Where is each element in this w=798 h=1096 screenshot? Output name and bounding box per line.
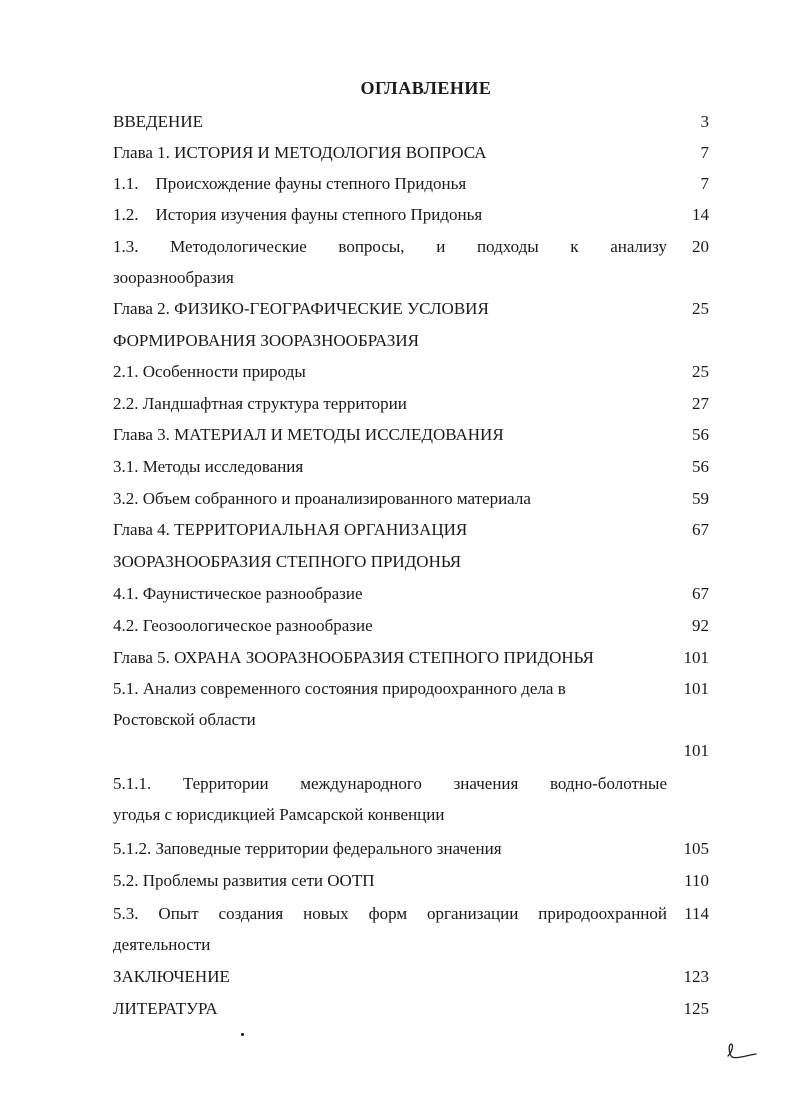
- toc-page-number: 14: [692, 205, 709, 224]
- toc-entry-5-3-line2: деятельности: [113, 935, 211, 954]
- toc-entry-5-1-line2: Ростовской области: [113, 710, 256, 729]
- toc-page-number: 101: [683, 648, 709, 667]
- toc-entry-chapter5: Глава 5. ОХРАНА ЗООРАЗНООБРАЗИЯ СТЕПНОГО ПРИДОНЬЯ: [113, 648, 594, 667]
- toc-entry-5-2: 5.2. Проблемы развития сети ООТП: [113, 871, 375, 890]
- toc-page-number: 20: [692, 237, 709, 256]
- toc-page-number: 110: [684, 871, 709, 890]
- toc-page-number: 3: [700, 112, 709, 131]
- toc-entry-chapter2-line2: ФОРМИРОВАНИЯ ЗООРАЗНООБРАЗИЯ: [113, 331, 419, 350]
- toc-page-number: 25: [692, 299, 709, 318]
- toc-entry-intro: ВВЕДЕНИЕ: [113, 112, 203, 131]
- toc-page-number: 67: [692, 584, 709, 603]
- toc-page-number: 56: [692, 425, 709, 444]
- toc-entry-chapter3: Глава 3. МАТЕРИАЛ И МЕТОДЫ ИССЛЕДОВАНИЯ: [113, 425, 504, 444]
- handwritten-page-mark-icon: [724, 1038, 760, 1062]
- toc-entry-conclusion: ЗАКЛЮЧЕНИЕ: [113, 967, 230, 986]
- toc-entry-5-1-1-line1: 5.1.1. Территории международного значения водно-болотные: [113, 774, 667, 793]
- toc-entry-chapter1: Глава 1. ИСТОРИЯ И МЕТОДОЛОГИЯ ВОПРОСА: [113, 143, 487, 162]
- ink-dot: [241, 1033, 244, 1036]
- toc-entry-3-1: 3.1. Методы исследования: [113, 457, 304, 476]
- toc-page-number: 59: [692, 489, 709, 508]
- toc-page-number: 125: [683, 999, 709, 1018]
- page-title: ОГЛАВЛЕНИЕ: [360, 78, 492, 98]
- toc-entry-1-3-line1: 1.3. Методологические вопросы, и подходы к анализу: [113, 237, 667, 256]
- toc-entry-literature: ЛИТЕРАТУРА: [113, 999, 218, 1018]
- toc-entry-chapter2-line1: Глава 2. ФИЗИКО-ГЕОГРАФИЧЕСКИЕ УСЛОВИЯ: [113, 299, 489, 318]
- toc-entry-chapter4-line2: ЗООРАЗНООБРАЗИЯ СТЕПНОГО ПРИДОНЬЯ: [113, 552, 462, 571]
- toc-page-number: 101: [683, 741, 709, 760]
- toc-entry-5-1-1-line2: угодья с юрисдикцией Рамсарской конвенции: [113, 805, 445, 824]
- toc-page-number: 56: [692, 457, 709, 476]
- toc-entry-5-1-line1: 5.1. Анализ современного состояния природоохранного дела в: [113, 679, 566, 698]
- toc-page-number: 7: [700, 143, 709, 162]
- toc-page-number: 92: [692, 616, 709, 635]
- toc-page-number: 105: [683, 839, 709, 858]
- toc-entry-5-3-line1: 5.3. Опыт создания новых форм организации природоохранной: [113, 904, 667, 923]
- toc-page-number: 67: [692, 520, 709, 539]
- toc-page-number: 123: [683, 967, 709, 986]
- toc-entry-1-3-line2: зооразнообразия: [113, 268, 234, 287]
- toc-page-number: 101: [683, 679, 709, 698]
- toc-entry-2-2: 2.2. Ландшафтная структура территории: [113, 394, 407, 413]
- toc-entry-3-2: 3.2. Объем собранного и проанализированного материала: [113, 489, 531, 508]
- toc-page-number: 25: [692, 362, 709, 381]
- toc-entry-1-1: 1.1. Происхождение фауны степного Придонья: [113, 174, 467, 193]
- toc-entry-chapter4-line1: Глава 4. ТЕРРИТОРИАЛЬНАЯ ОРГАНИЗАЦИЯ: [113, 520, 468, 539]
- toc-page-number: 7: [700, 174, 709, 193]
- toc-entry-5-1-2: 5.1.2. Заповедные территории федерального значения: [113, 839, 502, 858]
- toc-page-number: 114: [684, 904, 709, 923]
- toc-page-number: 27: [692, 394, 709, 413]
- toc-entry-1-2: 1.2. История изучения фауны степного Придонья: [113, 205, 483, 224]
- toc-entry-4-2: 4.2. Геозоологическое разнообразие: [113, 616, 373, 635]
- toc-entry-4-1: 4.1. Фаунистическое разнообразие: [113, 584, 363, 603]
- toc-entry-2-1: 2.1. Особенности природы: [113, 362, 306, 381]
